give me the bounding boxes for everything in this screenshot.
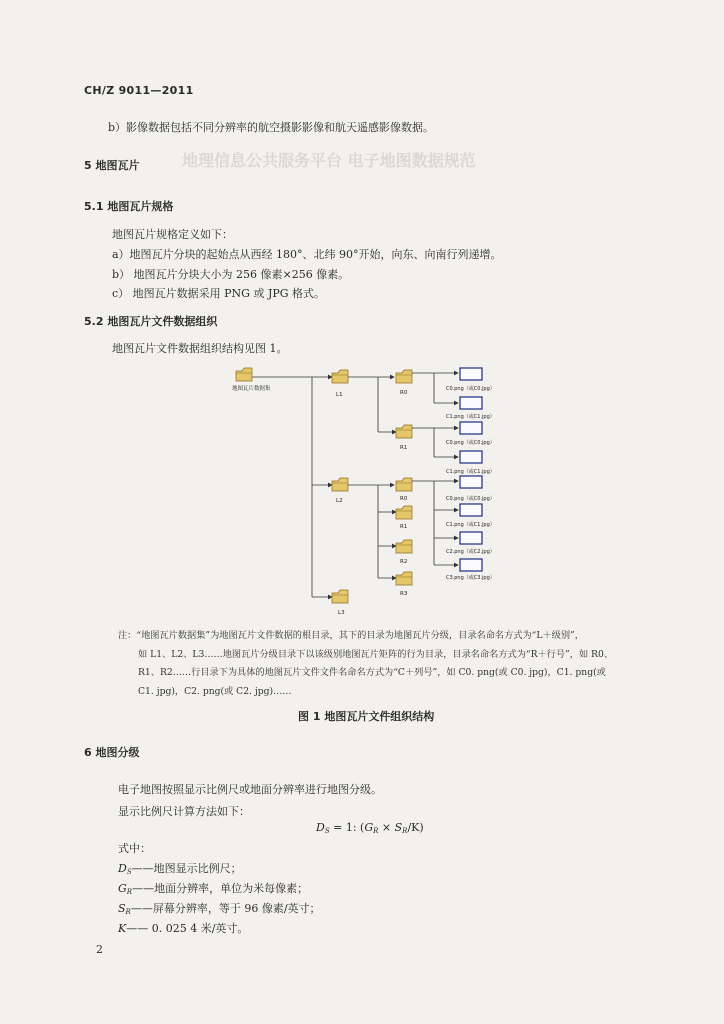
where-label: 式中： xyxy=(118,842,151,855)
l1-label: L1 xyxy=(336,392,343,398)
section-6-heading: 6 地图分级 xyxy=(84,746,140,759)
file-label: C1.png（或C1.jpg） xyxy=(446,414,495,420)
def-sr: $S_R——$屏幕分辨率，等于 96 像素/英寸； xyxy=(118,902,321,916)
l2-label: L2 xyxy=(336,498,343,504)
file-icon xyxy=(460,532,482,544)
l2-r1-folder-icon xyxy=(396,506,412,519)
section-5-2-heading: 5.2 地图瓦片文件数据组织 xyxy=(84,315,218,328)
figure-note-line-2: 如 L1、L2、L3……地图瓦片分级目录下以该级别地图瓦片矩阵的行为目录，目录名命名方式为“R＋行号”，如 R0、 xyxy=(138,649,614,660)
l1-r1-folder-icon xyxy=(396,425,412,438)
section-5-1-heading: 5.1 地图瓦片规格 xyxy=(84,200,174,213)
l1-r0-folder-icon xyxy=(396,370,412,383)
l2-r1-label: R1 xyxy=(400,524,408,530)
s51-item-b: b） 地图瓦片分块大小为 256 像素×256 像素。 xyxy=(112,268,350,281)
l1-r1-label: R1 xyxy=(400,445,408,451)
l2-r2-label: R2 xyxy=(400,559,408,565)
l2-r0-label: R0 xyxy=(400,496,408,502)
file-icon xyxy=(460,397,482,409)
def-ds: $D_S——$地图显示比例尺； xyxy=(118,862,242,876)
figure-note-line-4: C1. jpg)，C2. png(或 C2. jpg)…… xyxy=(138,686,292,697)
l2-r0-folder-icon xyxy=(396,478,412,491)
show-through-title: 地理信息公共服务平台 电子地图数据规范 xyxy=(182,151,476,170)
l2-r2-folder-icon xyxy=(396,540,412,553)
root-folder-icon xyxy=(236,368,252,381)
figure-caption: 图 1 地图瓦片文件组织结构 xyxy=(298,710,435,723)
formula-ds: D xyxy=(316,821,325,834)
def-k: K—— 0. 025 4 米/英寸。 xyxy=(118,922,249,935)
file-label: C0.png（或C0.jpg） xyxy=(446,386,495,392)
l1-r0-label: R0 xyxy=(400,390,408,396)
figure-note-line-3: R1、R2……行目录下为具体的地图瓦片文件文件名命名方式为“C＋列号”，如 C0. png(或 C0. jpg)，C1. png(或 xyxy=(138,667,606,678)
file-icon xyxy=(460,368,482,380)
intro-line: b）影像数据包括不同分辨率的航空摄影影像和航天遥感影像数据。 xyxy=(108,121,435,134)
file-icon xyxy=(460,422,482,434)
l2-r3-folder-icon xyxy=(396,572,412,585)
def-gr: $G_R——$地面分辨率，单位为米每像素； xyxy=(118,882,309,896)
tile-structure-diagram xyxy=(220,360,540,620)
file-label: C0.png（或C0.jpg） xyxy=(446,440,495,446)
figure-note-line-1: 注：“地图瓦片数据集”为地图瓦片文件数据的根目录，其下的目录为地图瓦片分级，目录名命名方式为“L＋级别”， xyxy=(118,630,584,641)
l3-folder-icon xyxy=(332,590,348,603)
s51-item-a: a）地图瓦片分块的起始点从西经 180°、北纬 90°开始，向东、向南行列递增。 xyxy=(112,248,502,261)
l3-label: L3 xyxy=(338,610,345,616)
file-icon xyxy=(460,504,482,516)
section-5-heading: 5 地图瓦片 xyxy=(84,159,140,172)
s6-para-1: 电子地图按照显示比例尺或地面分辨率进行地图分级。 xyxy=(118,783,382,796)
file-icon xyxy=(460,451,482,463)
scale-formula: $D_S = 1$: $(G_R \times S_R/K)$ xyxy=(316,821,424,835)
file-icon xyxy=(460,559,482,571)
l2-r3-label: R3 xyxy=(400,591,408,597)
file-icon xyxy=(460,476,482,488)
s52-lead: 地图瓦片文件数据组织结构见图 1。 xyxy=(112,342,288,355)
s6-para-2: 显示比例尺计算方法如下： xyxy=(118,805,250,818)
standard-code-header: CH/Z 9011—2011 xyxy=(84,84,194,97)
s51-item-c: c） 地图瓦片数据采用 PNG 或 JPG 格式。 xyxy=(112,287,326,300)
root-folder-label: 地图瓦片数据集 xyxy=(232,386,271,392)
s51-lead: 地图瓦片规格定义如下： xyxy=(112,228,233,241)
l2-folder-icon xyxy=(332,478,348,491)
file-label: C2.png（或C2.jpg） xyxy=(446,549,495,555)
l1-folder-icon xyxy=(332,370,348,383)
page-number: 2 xyxy=(96,943,103,956)
file-label: C3.png（或C3.jpg） xyxy=(446,575,495,581)
file-label: C0.png（或C0.jpg） xyxy=(446,496,495,502)
file-label: C1.png（或C1.jpg） xyxy=(446,522,495,528)
file-label: C1.png（或C1.jpg） xyxy=(446,469,495,475)
